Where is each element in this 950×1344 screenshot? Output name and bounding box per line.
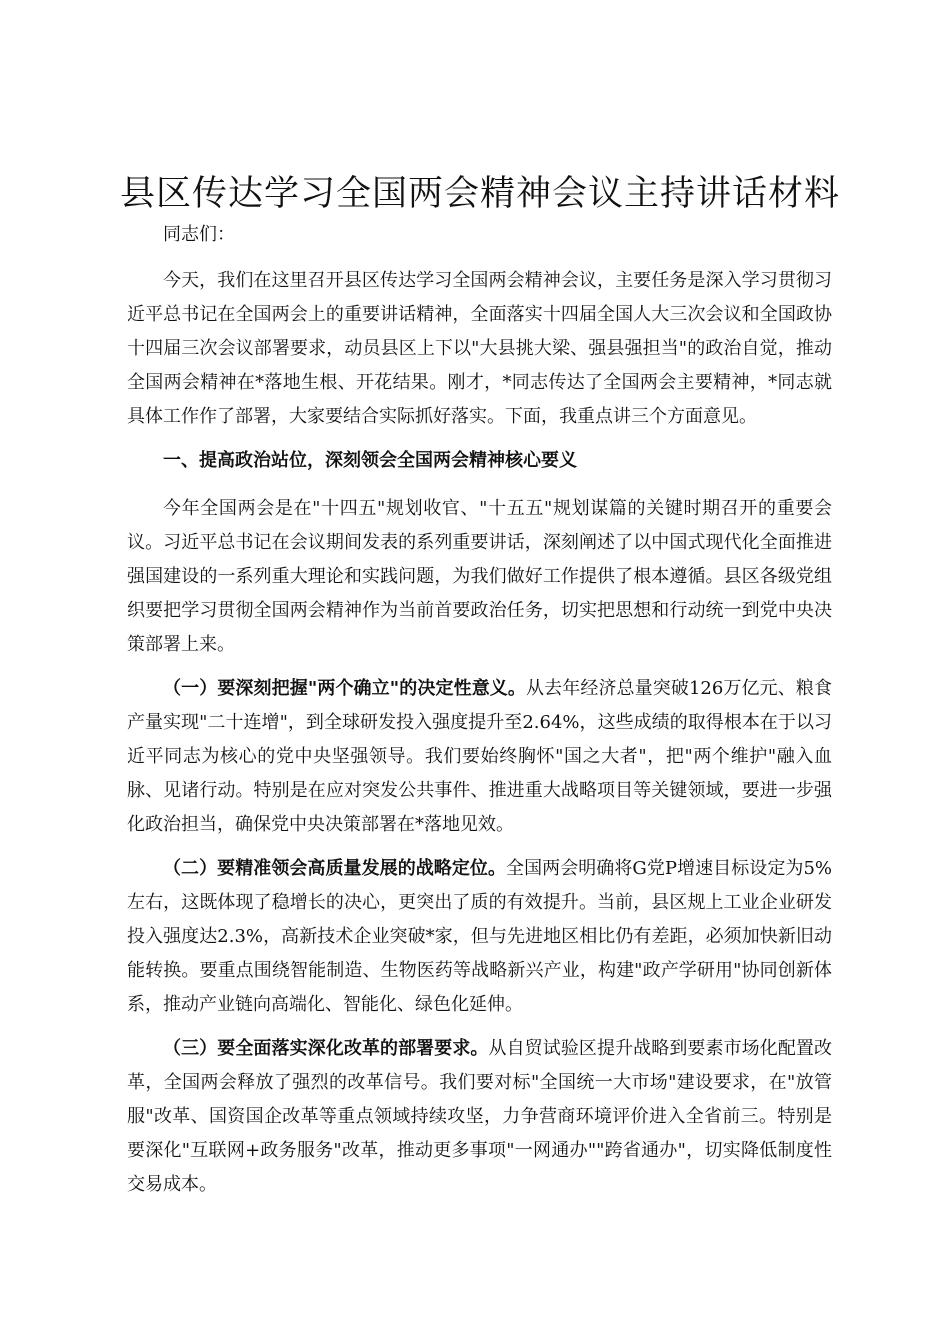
point-paragraph-2 [127, 852, 832, 1022]
intro-paragraph: 今天，我们在这里召开县区传达学习全国两会精神会议，主要任务是深入学习贯彻习近平总书记在全国两会上的重要讲话精神，全面落实十四届全国人大三次会议和全国政协十四届三次会议部署要求，动员县区上下以"大县挑大梁、强县强担当"的政治自觉，推动全国两会精神在*落地生根、开花结果。刚才，*同志传达了全国两会主要精神，*同志就具体工作作了部署，大家要结合实际抓好落实。下面，我重点讲三个方面意见。 [127, 270, 832, 427]
document-body [127, 218, 832, 1202]
point-text-1: 从去年经济总量突破126万亿元、粮食产量实现"二十连增"，到全球研发投入强度提升至2.64%，这些成绩的取得根本在于以习近平同志为核心的党中央坚强领导。我们要始终胸怀"国之大者"，把"两个维护"融入血脉、见诸行动。特别是在应对突发公共事件、推进重大战略项目等关键领域，要进一步强化政治担当，确保党中央决策部署在*落地见效。 [127, 678, 832, 835]
section-heading: 一、提高政治站位，深刻领会全国两会精神核心要义 [163, 450, 577, 471]
point-paragraph-1 [127, 672, 832, 842]
point-paragraph-3 [127, 1032, 832, 1202]
point-lead-3: （三）要全面落实深化改革的部署要求。 [163, 1038, 489, 1059]
point-text-2: 全国两会明确将G党P增速目标设定为5%左右，这既体现了稳增长的决心，更突出了质的有效提升。当前，县区规上工业企业研发投入强度达2.3%，高新技术企业突破*家，但与先进地区相比仍有差距，必须加快新旧动能转换。要重点围绕智能制造、生物医药等战略新兴产业，构建"政产学研用"协同创新体系，推动产业链向高端化、智能化、绿色化延伸。 [127, 858, 832, 1015]
point-lead-1: （一）要深刻把握"两个确立"的决定性意义。 [163, 678, 527, 699]
section-paragraph: 今年全国两会是在"十四五"规划收官、"十五五"规划谋篇的关键时期召开的重要会议。习近平总书记在会议期间发表的系列重要讲话，深刻阐述了以中国式现代化全面推进强国建设的一系列重大理论和实践问题，为我们做好工作提供了根本遵循。县区各级党组织要把学习贯彻全国两会精神作为当前首要政治任务，切实把思想和行动统一到党中央决策部署上来。 [127, 498, 832, 655]
point-text-3: 从自贸试验区提升战略到要素市场化配置改革，全国两会释放了强烈的改革信号。我们要对标"全国统一大市场"建设要求，在"放管服"改革、国资国企改革等重点领域持续攻坚，力争营商环境评价进入全省前三。特别是要深化"互联网+政务服务"改革，推动更多事项"一网通办""跨省通办"，切实降低制度性交易成本。 [127, 1038, 832, 1195]
document-title: 县区传达学习全国两会精神会议主持讲话材料 [119, 174, 840, 214]
point-lead-2: （二）要精准领会高质量发展的战略定位。 [163, 858, 507, 879]
greeting: 同志们： [163, 224, 235, 245]
